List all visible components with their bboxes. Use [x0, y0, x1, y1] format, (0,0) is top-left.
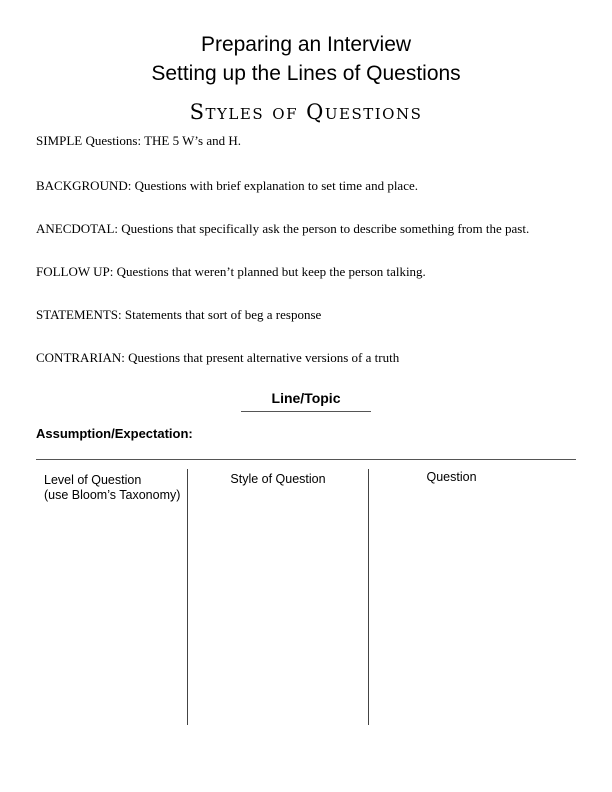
page-title-line2: Setting up the Lines of Questions	[151, 62, 461, 85]
column-header-style-of-question: Style of Question	[230, 472, 326, 486]
style-item-follow-up: FOLLOW UP: Questions that weren’t planned but keep the person talking.	[36, 264, 426, 279]
column-header-level-line2: (use Bloom’s Taxonomy)	[44, 488, 181, 502]
assumption-expectation-label: Assumption/Expectation:	[36, 426, 193, 441]
style-item-background: BACKGROUND: Questions with brief explanation to set time and place.	[36, 178, 418, 193]
table-top-divider	[36, 459, 576, 460]
line-topic-label: Line/Topic	[241, 390, 371, 412]
section-heading-styles-of-questions: Styles of Questions	[189, 100, 423, 124]
style-item-simple: SIMPLE Questions: THE 5 W’s and H.	[36, 133, 241, 148]
style-item-anecdotal: ANECDOTAL: Questions that specifically ask the person to describe something from the past.	[36, 221, 530, 236]
table-column-divider-1	[187, 469, 188, 725]
style-item-contrarian: CONTRARIAN: Questions that present alternative versions of a truth	[36, 350, 400, 365]
page-title	[0, 30, 612, 88]
style-item-statements: STATEMENTS: Statements that sort of beg a response	[36, 307, 322, 322]
table-column-divider-2	[368, 469, 369, 725]
column-header-level-line1: Level of Question	[44, 473, 142, 487]
page-title-line1: Preparing an Interview	[200, 33, 412, 56]
column-header-question: Question	[426, 470, 477, 484]
column-header-level-of-question	[44, 473, 184, 503]
